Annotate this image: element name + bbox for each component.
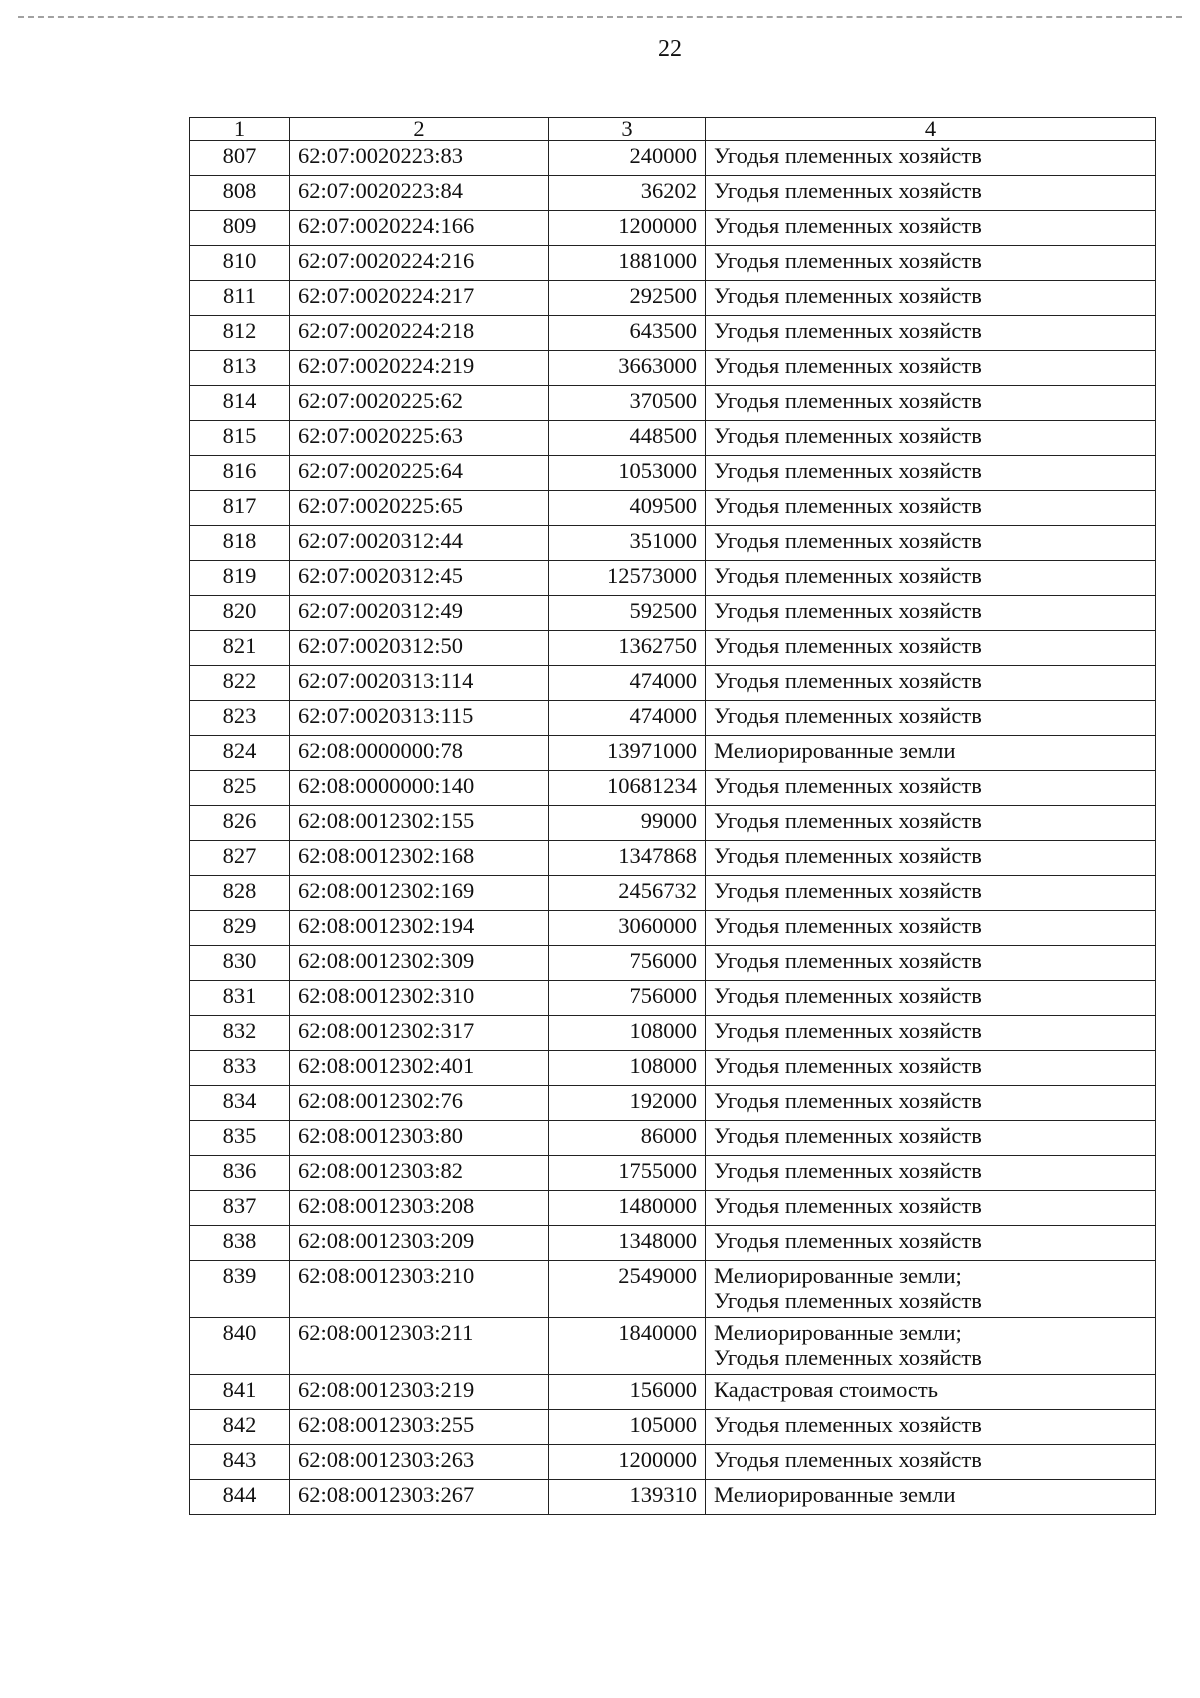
description-line: Угодья племенных хозяйств: [714, 703, 982, 728]
description-cell: [706, 526, 1156, 561]
description-line: Угодья племенных хозяйств: [714, 1018, 982, 1043]
row-number-cell: 820: [190, 596, 290, 631]
description-line: Угодья племенных хозяйств: [714, 598, 982, 623]
row-number-cell: 811: [190, 281, 290, 316]
value-cell: 99000: [549, 806, 706, 841]
table-row: [190, 1156, 1156, 1191]
description-line: Мелиорированные земли: [714, 738, 956, 763]
description-line: Угодья племенных хозяйств: [714, 248, 982, 273]
description-line: Угодья племенных хозяйств: [714, 1345, 982, 1370]
table-body: [190, 141, 1156, 1515]
table-row: [190, 1226, 1156, 1261]
value-cell: 1755000: [549, 1156, 706, 1191]
description-cell: [706, 1086, 1156, 1121]
description-cell: [706, 246, 1156, 281]
cadastral-number-cell: 62:08:0012302:309: [290, 946, 549, 981]
value-cell: 1480000: [549, 1191, 706, 1226]
table-row: [190, 806, 1156, 841]
description-line: Угодья племенных хозяйств: [714, 1053, 982, 1078]
cadastral-number-cell: 62:07:0020313:114: [290, 666, 549, 701]
row-number-cell: 815: [190, 421, 290, 456]
table-row: [190, 526, 1156, 561]
table-row: [190, 1318, 1156, 1375]
cadastral-number-cell: 62:08:0012303:210: [290, 1261, 549, 1318]
cadastral-number-cell: 62:07:0020223:83: [290, 141, 549, 176]
row-number-cell: 827: [190, 841, 290, 876]
table-row: [190, 316, 1156, 351]
cadastral-number-cell: 62:08:0012303:255: [290, 1410, 549, 1445]
cadastral-number-cell: 62:07:0020223:84: [290, 176, 549, 211]
value-cell: 474000: [549, 701, 706, 736]
table-row: [190, 281, 1156, 316]
cadastral-number-cell: 62:08:0012302:317: [290, 1016, 549, 1051]
table-row: [190, 1261, 1156, 1318]
cadastral-number-cell: 62:08:0012302:168: [290, 841, 549, 876]
description-cell: [706, 771, 1156, 806]
row-number-cell: 836: [190, 1156, 290, 1191]
description-cell: [706, 456, 1156, 491]
value-cell: 3060000: [549, 911, 706, 946]
row-number-cell: 807: [190, 141, 290, 176]
table-row: [190, 911, 1156, 946]
cadastral-number-cell: 62:07:0020312:49: [290, 596, 549, 631]
description-line: Угодья племенных хозяйств: [714, 948, 982, 973]
value-cell: 156000: [549, 1375, 706, 1410]
value-cell: 240000: [549, 141, 706, 176]
cadastral-number-cell: 62:08:0012303:80: [290, 1121, 549, 1156]
cadastral-number-cell: 62:07:0020312:44: [290, 526, 549, 561]
description-line: Угодья племенных хозяйств: [714, 1447, 982, 1472]
description-line: Угодья племенных хозяйств: [714, 808, 982, 833]
description-cell: [706, 1480, 1156, 1515]
row-number-cell: 831: [190, 981, 290, 1016]
value-cell: 292500: [549, 281, 706, 316]
description-cell: [706, 981, 1156, 1016]
value-cell: 192000: [549, 1086, 706, 1121]
cadastral-number-cell: 62:07:0020224:219: [290, 351, 549, 386]
description-cell: [706, 141, 1156, 176]
cadastral-number-cell: 62:08:0012303:263: [290, 1445, 549, 1480]
table-row: [190, 211, 1156, 246]
value-cell: 1200000: [549, 1445, 706, 1480]
land-plots-table: [189, 117, 1156, 1515]
description-cell: [706, 1226, 1156, 1261]
table-row: [190, 631, 1156, 666]
cadastral-number-cell: 62:07:0020224:166: [290, 211, 549, 246]
cadastral-number-cell: 62:07:0020225:62: [290, 386, 549, 421]
value-cell: 12573000: [549, 561, 706, 596]
cadastral-number-cell: 62:08:0012302:194: [290, 911, 549, 946]
value-cell: 10681234: [549, 771, 706, 806]
row-number-cell: 823: [190, 701, 290, 736]
cadastral-number-cell: 62:08:0012303:211: [290, 1318, 549, 1375]
row-number-cell: 839: [190, 1261, 290, 1318]
value-cell: 643500: [549, 316, 706, 351]
table-row: [190, 876, 1156, 911]
column-header-3: 3: [549, 118, 706, 141]
table-row: [190, 1016, 1156, 1051]
value-cell: 108000: [549, 1016, 706, 1051]
value-cell: 108000: [549, 1051, 706, 1086]
description-cell: [706, 1051, 1156, 1086]
description-line: Угодья племенных хозяйств: [714, 1288, 982, 1313]
table-row: [190, 1191, 1156, 1226]
cadastral-number-cell: 62:07:0020313:115: [290, 701, 549, 736]
scan-border-line: [18, 16, 1182, 18]
value-cell: 105000: [549, 1410, 706, 1445]
row-number-cell: 835: [190, 1121, 290, 1156]
column-header-2: 2: [290, 118, 549, 141]
row-number-cell: 844: [190, 1480, 290, 1515]
value-cell: 36202: [549, 176, 706, 211]
description-line: Угодья племенных хозяйств: [714, 458, 982, 483]
description-cell: [706, 806, 1156, 841]
table-row: [190, 596, 1156, 631]
description-line: Угодья племенных хозяйств: [714, 1088, 982, 1113]
cadastral-number-cell: 62:07:0020225:64: [290, 456, 549, 491]
table-row: [190, 1086, 1156, 1121]
value-cell: 1053000: [549, 456, 706, 491]
description-cell: [706, 1375, 1156, 1410]
row-number-cell: 826: [190, 806, 290, 841]
value-cell: 13971000: [549, 736, 706, 771]
value-cell: 2549000: [549, 1261, 706, 1318]
description-cell: [706, 491, 1156, 526]
cadastral-number-cell: 62:08:0012303:219: [290, 1375, 549, 1410]
value-cell: 351000: [549, 526, 706, 561]
page-number: 22: [658, 36, 682, 62]
description-line: Угодья племенных хозяйств: [714, 668, 982, 693]
value-cell: 139310: [549, 1480, 706, 1515]
description-cell: [706, 1318, 1156, 1375]
row-number-cell: 821: [190, 631, 290, 666]
description-line: Угодья племенных хозяйств: [714, 1228, 982, 1253]
value-cell: 474000: [549, 666, 706, 701]
row-number-cell: 814: [190, 386, 290, 421]
table-row: [190, 561, 1156, 596]
description-line: Угодья племенных хозяйств: [714, 283, 982, 308]
table-row: [190, 386, 1156, 421]
cadastral-number-cell: 62:08:0012302:310: [290, 981, 549, 1016]
table-row: [190, 456, 1156, 491]
row-number-cell: 829: [190, 911, 290, 946]
table-row: [190, 1375, 1156, 1410]
description-cell: [706, 1016, 1156, 1051]
description-cell: [706, 176, 1156, 211]
value-cell: 370500: [549, 386, 706, 421]
description-line: Угодья племенных хозяйств: [714, 983, 982, 1008]
description-cell: [706, 946, 1156, 981]
row-number-cell: 828: [190, 876, 290, 911]
table-row: [190, 421, 1156, 456]
value-cell: 1348000: [549, 1226, 706, 1261]
cadastral-number-cell: 62:08:0012302:401: [290, 1051, 549, 1086]
table-row: [190, 946, 1156, 981]
description-cell: [706, 561, 1156, 596]
description-line: Угодья племенных хозяйств: [714, 528, 982, 553]
description-cell: [706, 421, 1156, 456]
cadastral-number-cell: 62:08:0000000:140: [290, 771, 549, 806]
description-cell: [706, 316, 1156, 351]
description-line: Угодья племенных хозяйств: [714, 1193, 982, 1218]
table-row: [190, 246, 1156, 281]
description-cell: [706, 1121, 1156, 1156]
description-cell: [706, 1410, 1156, 1445]
column-header-1: 1: [190, 118, 290, 141]
description-line: Угодья племенных хозяйств: [714, 563, 982, 588]
column-header-4: 4: [706, 118, 1156, 141]
cadastral-number-cell: 62:07:0020224:216: [290, 246, 549, 281]
description-line: Угодья племенных хозяйств: [714, 843, 982, 868]
description-cell: [706, 876, 1156, 911]
table-row: [190, 1480, 1156, 1515]
description-line: Угодья племенных хозяйств: [714, 143, 982, 168]
value-cell: 409500: [549, 491, 706, 526]
table-row: [190, 666, 1156, 701]
description-cell: [706, 736, 1156, 771]
description-cell: [706, 841, 1156, 876]
cadastral-number-cell: 62:07:0020312:45: [290, 561, 549, 596]
value-cell: 86000: [549, 1121, 706, 1156]
description-line: Мелиорированные земли;: [714, 1320, 962, 1345]
table-row: [190, 351, 1156, 386]
cadastral-number-cell: 62:07:0020225:65: [290, 491, 549, 526]
description-line: Угодья племенных хозяйств: [714, 353, 982, 378]
description-line: Угодья племенных хозяйств: [714, 878, 982, 903]
row-number-cell: 808: [190, 176, 290, 211]
table-row: [190, 841, 1156, 876]
row-number-cell: 838: [190, 1226, 290, 1261]
row-number-cell: 834: [190, 1086, 290, 1121]
row-number-cell: 817: [190, 491, 290, 526]
value-cell: 3663000: [549, 351, 706, 386]
row-number-cell: 833: [190, 1051, 290, 1086]
value-cell: 1362750: [549, 631, 706, 666]
table-row: [190, 1445, 1156, 1480]
description-cell: [706, 1191, 1156, 1226]
value-cell: 448500: [549, 421, 706, 456]
table-row: [190, 491, 1156, 526]
description-cell: [706, 666, 1156, 701]
row-number-cell: 810: [190, 246, 290, 281]
description-line: Мелиорированные земли: [714, 1482, 956, 1507]
row-number-cell: 825: [190, 771, 290, 806]
description-line: Угодья племенных хозяйств: [714, 318, 982, 343]
value-cell: 592500: [549, 596, 706, 631]
row-number-cell: 843: [190, 1445, 290, 1480]
description-cell: [706, 596, 1156, 631]
description-line: Угодья племенных хозяйств: [714, 913, 982, 938]
description-cell: [706, 701, 1156, 736]
row-number-cell: 837: [190, 1191, 290, 1226]
value-cell: 756000: [549, 946, 706, 981]
cadastral-number-cell: 62:07:0020224:218: [290, 316, 549, 351]
description-line: Угодья племенных хозяйств: [714, 178, 982, 203]
table-row: [190, 1121, 1156, 1156]
cadastral-number-cell: 62:08:0012303:209: [290, 1226, 549, 1261]
value-cell: 2456732: [549, 876, 706, 911]
description-cell: [706, 911, 1156, 946]
cadastral-number-cell: 62:07:0020312:50: [290, 631, 549, 666]
description-line: Угодья племенных хозяйств: [714, 388, 982, 413]
row-number-cell: 842: [190, 1410, 290, 1445]
cadastral-number-cell: 62:07:0020224:217: [290, 281, 549, 316]
description-cell: [706, 631, 1156, 666]
row-number-cell: 841: [190, 1375, 290, 1410]
description-line: Мелиорированные земли;: [714, 1263, 962, 1288]
description-line: Угодья племенных хозяйств: [714, 633, 982, 658]
description-line: Угодья племенных хозяйств: [714, 493, 982, 518]
cadastral-number-cell: 62:08:0000000:78: [290, 736, 549, 771]
description-cell: [706, 1445, 1156, 1480]
description-cell: [706, 351, 1156, 386]
description-cell: [706, 386, 1156, 421]
description-cell: [706, 211, 1156, 246]
description-cell: [706, 1261, 1156, 1318]
cadastral-number-cell: 62:08:0012303:208: [290, 1191, 549, 1226]
cadastral-number-cell: 62:08:0012302:76: [290, 1086, 549, 1121]
description-cell: [706, 1156, 1156, 1191]
description-line: Угодья племенных хозяйств: [714, 213, 982, 238]
table-row: [190, 771, 1156, 806]
value-cell: 1347868: [549, 841, 706, 876]
value-cell: 1840000: [549, 1318, 706, 1375]
table-row: [190, 981, 1156, 1016]
table-header-row: [190, 118, 1156, 141]
row-number-cell: 813: [190, 351, 290, 386]
table-row: [190, 1410, 1156, 1445]
description-line: Угодья племенных хозяйств: [714, 1158, 982, 1183]
row-number-cell: 818: [190, 526, 290, 561]
table-row: [190, 1051, 1156, 1086]
value-cell: 1881000: [549, 246, 706, 281]
cadastral-number-cell: 62:07:0020225:63: [290, 421, 549, 456]
description-line: Кадастровая стоимость: [714, 1377, 938, 1402]
table-row: [190, 736, 1156, 771]
table-row: [190, 141, 1156, 176]
row-number-cell: 816: [190, 456, 290, 491]
row-number-cell: 812: [190, 316, 290, 351]
row-number-cell: 819: [190, 561, 290, 596]
description-line: Угодья племенных хозяйств: [714, 1123, 982, 1148]
row-number-cell: 830: [190, 946, 290, 981]
row-number-cell: 832: [190, 1016, 290, 1051]
table-row: [190, 701, 1156, 736]
cadastral-number-cell: 62:08:0012302:155: [290, 806, 549, 841]
description-cell: [706, 281, 1156, 316]
row-number-cell: 840: [190, 1318, 290, 1375]
cadastral-number-cell: 62:08:0012302:169: [290, 876, 549, 911]
value-cell: 1200000: [549, 211, 706, 246]
table-row: [190, 176, 1156, 211]
description-line: Угодья племенных хозяйств: [714, 773, 982, 798]
value-cell: 756000: [549, 981, 706, 1016]
row-number-cell: 809: [190, 211, 290, 246]
description-line: Угодья племенных хозяйств: [714, 423, 982, 448]
cadastral-number-cell: 62:08:0012303:267: [290, 1480, 549, 1515]
row-number-cell: 822: [190, 666, 290, 701]
row-number-cell: 824: [190, 736, 290, 771]
description-line: Угодья племенных хозяйств: [714, 1412, 982, 1437]
cadastral-number-cell: 62:08:0012303:82: [290, 1156, 549, 1191]
